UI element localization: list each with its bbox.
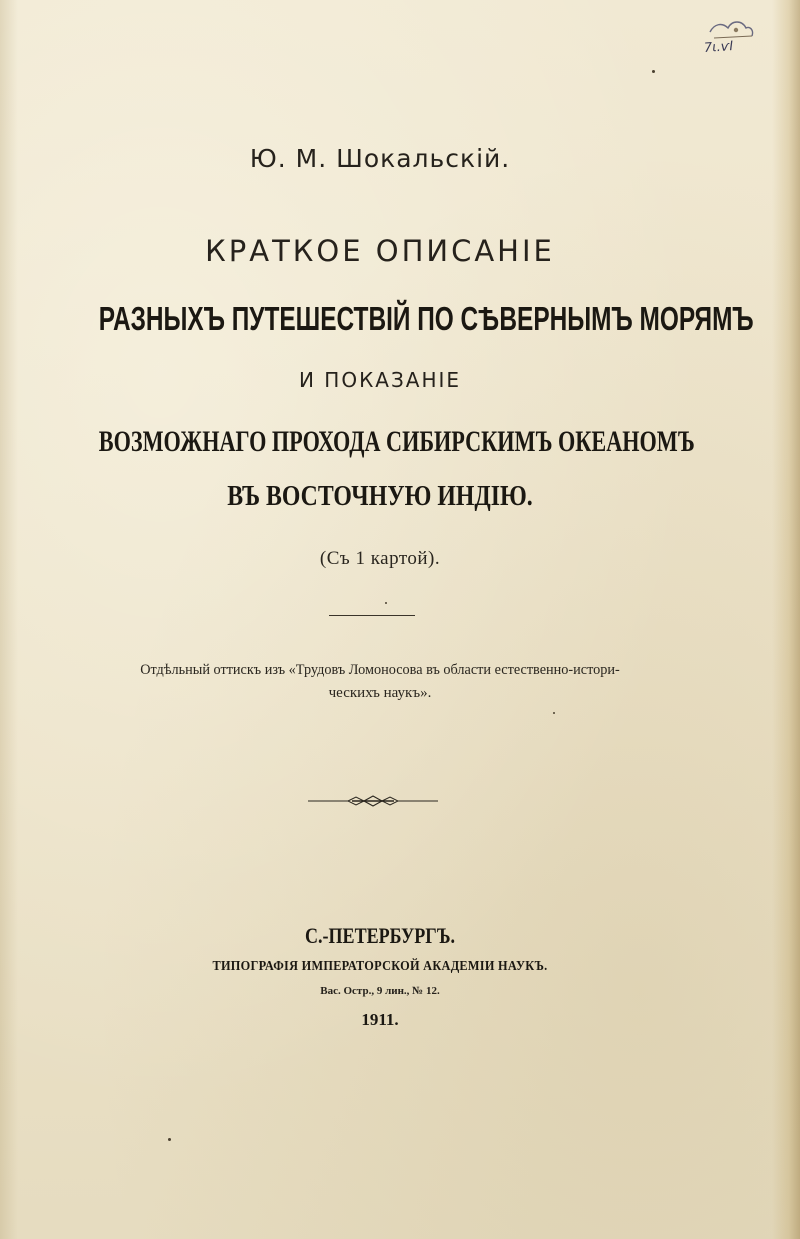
- shelfmark-label: 7ι.ѵΙ: [703, 38, 734, 57]
- publication-city: С.-ПЕТЕРБУРГЪ.: [304, 923, 456, 948]
- paper-speck: [652, 70, 655, 73]
- page-left-edge-shading: [0, 0, 18, 1239]
- title-line-2: РАЗНЫХЪ ПУТЕШЕСТВІЙ ПО СѢВЕРНЫМЪ МОРЯМЪ: [98, 300, 754, 337]
- author-name: Ю. М. Шокальскій.: [249, 144, 511, 173]
- publication-year: 1911.: [361, 1010, 399, 1029]
- ornament-divider-icon: [308, 795, 438, 807]
- title-line-3: И ПОКАЗАНІЕ: [298, 368, 462, 392]
- title-line-1: КРАТКОЕ ОПИСАНІЕ: [205, 234, 555, 268]
- subtitle-map-note: (Съ 1 картой).: [319, 548, 441, 569]
- page-right-edge-shading: [772, 0, 800, 1239]
- paper-speck: [385, 602, 387, 604]
- title-line-4: ВОЗМОЖНАГО ПРОХОДА СИБИРСКИМЪ ОКЕАНОМЪ: [98, 425, 695, 458]
- printer-name: ТИПОГРАФІЯ ИМПЕРАТОРСКОЙ АКАДЕМІИ НАУКЪ.: [212, 959, 548, 974]
- paper-speck: [553, 712, 555, 714]
- printer-address: Вас. Остр., 9 лин., № 12.: [320, 985, 440, 997]
- offprint-note-line-2: ческихъ наукъ».: [328, 685, 432, 701]
- offprint-note-line-1: Отдѣльный оттискъ изъ «Трудовъ Ломоносова въ области естественно-истори-: [140, 662, 620, 678]
- separator-rule: [329, 615, 415, 616]
- title-line-5: ВЪ ВОСТОЧНУЮ ИНДІЮ.: [227, 480, 533, 512]
- paper-speck: [168, 1138, 171, 1141]
